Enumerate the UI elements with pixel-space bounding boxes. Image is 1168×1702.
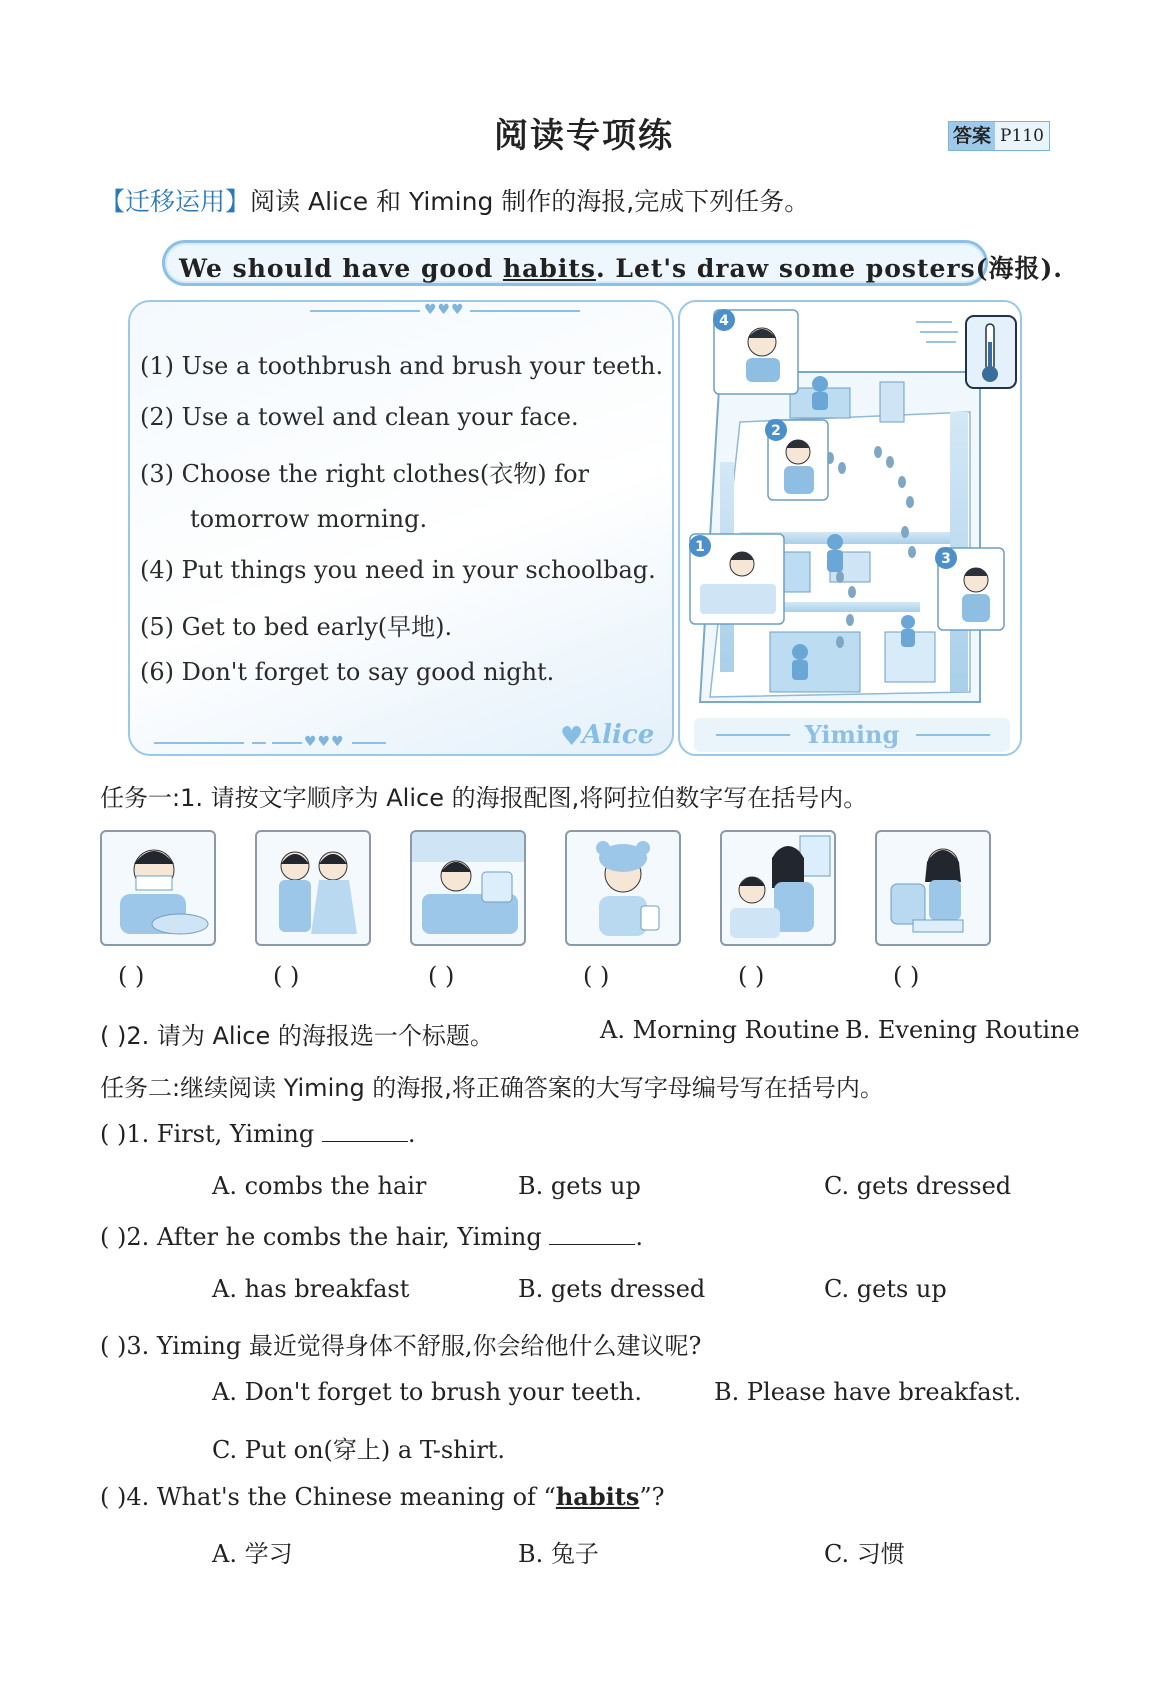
q3-option-c: C. Put on(穿上) a T-shirt.	[212, 1436, 506, 1464]
decor-line	[272, 742, 302, 744]
decor-line	[252, 742, 266, 744]
banner-text	[179, 249, 1063, 285]
q2-option-a: A. has breakfast	[212, 1275, 410, 1303]
q4-end: ”?	[639, 1483, 665, 1511]
instruction	[100, 182, 809, 218]
task2-question-2	[100, 1223, 643, 1251]
decor-line	[310, 310, 420, 312]
alice-item-3-cont: tomorrow morning.	[190, 505, 428, 533]
alice-item-5: (5) Get to bed early(早地).	[140, 613, 453, 641]
heart-dots-icon: ♥♥♥	[304, 734, 345, 750]
answer-tag	[948, 121, 1050, 151]
alice-item-2: (2) Use a towel and clean your face.	[140, 403, 579, 431]
q4-option-c: C. 习惯	[824, 1540, 905, 1568]
picture-wash-face	[100, 830, 216, 946]
banner-part1: We should have good	[179, 254, 503, 283]
badge-3: 3	[941, 551, 951, 567]
q3-option-a: A. Don't forget to brush your teeth.	[212, 1378, 643, 1406]
task2-heading	[100, 1068, 884, 1103]
banner-part2: . Let's draw some posters(海报).	[595, 254, 1064, 283]
q3-stem: ( )3. Yiming 最近觉得身体不舒服,你会给他什么建议呢?	[100, 1332, 702, 1360]
q1-end: .	[407, 1120, 416, 1148]
q2-stem: ( )2. After he combs the hair, Yiming	[100, 1223, 542, 1251]
q1-blank[interactable]	[322, 1120, 408, 1142]
decor-line	[154, 742, 244, 744]
banner-habits: habits	[502, 254, 596, 283]
heart-dots-icon: ♥♥♥	[424, 302, 465, 318]
yiming-signature: Yiming	[804, 720, 900, 749]
answer-blank-6[interactable]: ( )	[893, 962, 920, 990]
q1-option-a: A. combs the hair	[212, 1172, 427, 1200]
q4-stem: ( )4. What's the Chinese meaning of “	[100, 1483, 556, 1511]
picture-pack-schoolbag	[875, 830, 991, 946]
decor-line	[470, 310, 580, 312]
task1-question2	[100, 1016, 494, 1051]
alice-item-3: (3) Choose the right clothes(衣物) for	[140, 460, 590, 488]
q2-end: .	[635, 1223, 643, 1251]
task1-q1-text: 任务一:1. 请按文字顺序为 Alice 的海报配图,将阿拉伯数字写在括号内。	[100, 784, 868, 812]
yiming-poster	[678, 300, 1022, 756]
alice-item-6: (6) Don't forget to say good night.	[140, 658, 555, 686]
slogan-banner	[162, 240, 1064, 286]
picture-go-to-bed	[410, 830, 526, 946]
q2-option-b: B. gets dressed	[518, 1275, 706, 1303]
answer-page: P110	[995, 122, 1049, 150]
answer-blank-4[interactable]: ( )	[583, 962, 610, 990]
q4-habits-word: habits	[555, 1482, 640, 1511]
q1-stem: ( )1. First, Yiming	[100, 1120, 315, 1148]
answer-blank-2[interactable]: ( )	[273, 962, 300, 990]
task2-question-3	[100, 1326, 701, 1361]
picture-get-dressed	[255, 830, 371, 946]
task2-question-1	[100, 1120, 416, 1148]
q4-option-b: B. 兔子	[518, 1540, 599, 1568]
q2-blank[interactable]	[549, 1223, 635, 1245]
answer-label: 答案	[949, 122, 995, 150]
badge-2: 2	[771, 423, 781, 439]
alice-poster	[128, 300, 674, 756]
q1-option-b: B. gets up	[518, 1172, 641, 1200]
alice-signature: Alice	[582, 720, 655, 750]
decor-line	[352, 742, 386, 744]
instruction-tag: 【迁移运用】	[100, 187, 251, 216]
answer-blank-3[interactable]: ( )	[428, 962, 455, 990]
picture-say-good-night	[720, 830, 836, 946]
answer-blank-5[interactable]: ( )	[738, 962, 765, 990]
alice-item-4: (4) Put things you need in your schoolbag.	[140, 556, 656, 584]
house-map-illustration	[680, 302, 1022, 756]
page-title: 阅读专项练	[494, 116, 674, 156]
picture-brush-teeth	[565, 830, 681, 946]
instruction-text: 阅读 Alice 和 Yiming 制作的海报,完成下列任务。	[250, 187, 810, 216]
answer-blank-1[interactable]: ( )	[118, 962, 145, 990]
task1-q2-option-b: B. Evening Routine	[845, 1016, 1080, 1044]
heart-icon: ♥	[560, 722, 584, 752]
q4-option-a: A. 学习	[212, 1540, 293, 1568]
q3-option-b: B. Please have breakfast.	[714, 1378, 1022, 1406]
task2-question-4	[100, 1482, 664, 1511]
q1-option-c: C. gets dressed	[824, 1172, 1012, 1200]
task1-question1	[100, 778, 867, 813]
badge-4: 4	[719, 313, 729, 329]
task1-q2-option-a: A. Morning Routine	[600, 1016, 840, 1044]
task2-heading-text: 任务二:继续阅读 Yiming 的海报,将正确答案的大写字母编号写在括号内。	[100, 1074, 884, 1102]
task1-q2-text: ( )2. 请为 Alice 的海报选一个标题。	[100, 1022, 494, 1050]
badge-1: 1	[695, 539, 705, 555]
q2-option-c: C. gets up	[824, 1275, 947, 1303]
alice-item-1: (1) Use a toothbrush and brush your teeth.	[140, 352, 664, 380]
